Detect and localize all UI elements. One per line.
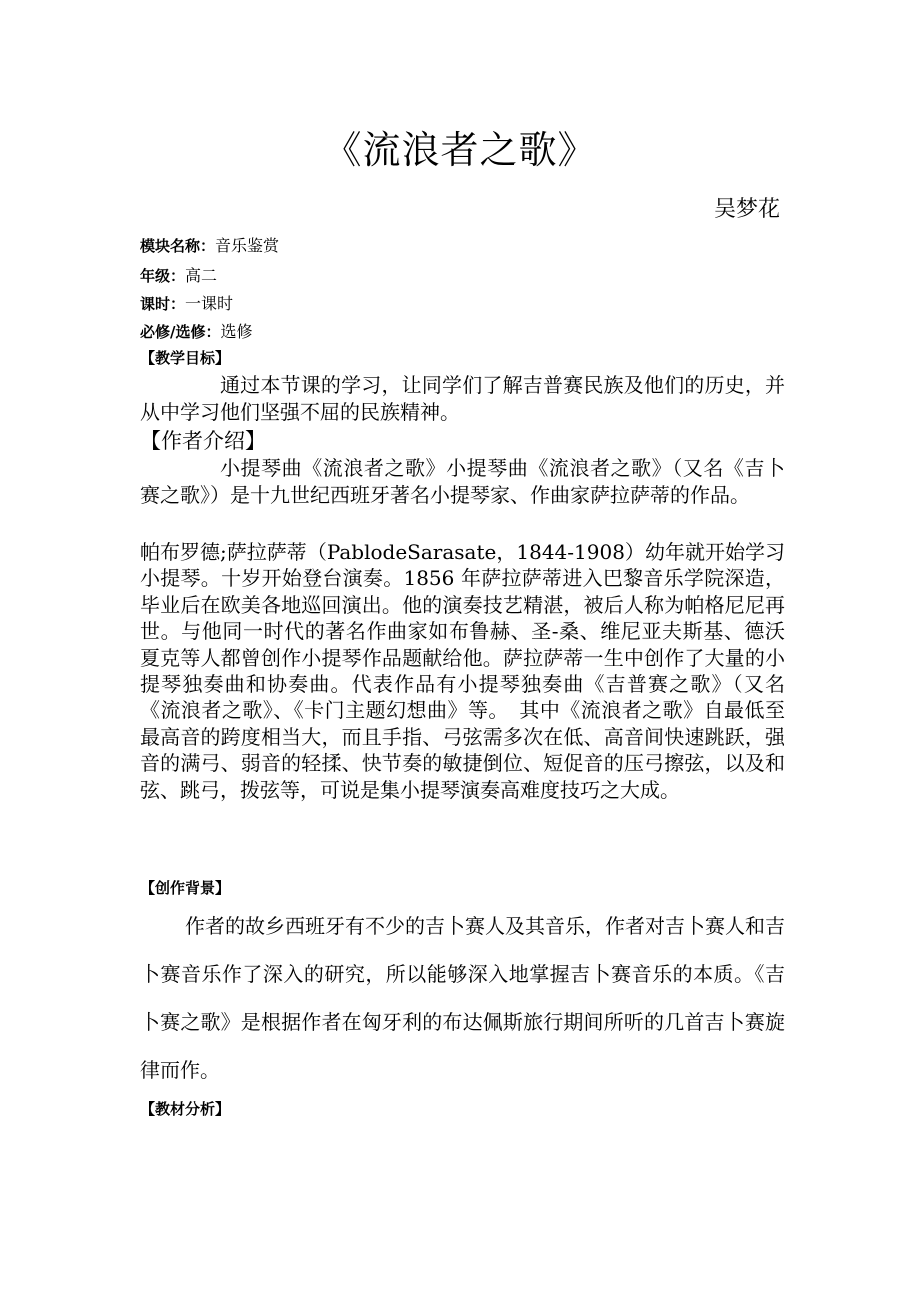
meta-label: 课时： bbox=[140, 295, 186, 313]
meta-label: 年级： bbox=[140, 267, 186, 285]
creation-background-text: 作者的故乡西班牙有不少的吉卜赛人及其音乐，作者对吉卜赛人和吉卜赛音乐作了深入的研究，所以能够深入地掌握吉卜赛音乐的本质。《吉卜赛之歌》是根据作者在匈牙利的布达佩斯旅行期间所听的几首吉卜赛旋律而作。 bbox=[140, 914, 785, 1082]
teaching-goal-text: 通过本节课的学习，让同学们了解吉普赛民族及他们的历史，并从中学习他们坚强不屈的民族精神。 bbox=[140, 373, 785, 424]
composer-intro-text: 小提琴曲《流浪者之歌》小提琴曲《流浪者之歌》（又名《吉卜赛之歌》）是十九世纪西班牙著名小提琴家、作曲家萨拉萨蒂的作品。 bbox=[140, 456, 785, 507]
meta-label: 模块名称： bbox=[140, 237, 216, 255]
document-title: 《流浪者之歌》 bbox=[323, 128, 597, 172]
meta-grade bbox=[140, 265, 217, 287]
heading-teaching-goal: 【教学目标】 bbox=[140, 349, 231, 367]
meta-value: 音乐鉴赏 bbox=[215, 236, 280, 255]
heading-material-analysis: 【教材分析】 bbox=[140, 1100, 231, 1118]
meta-required bbox=[140, 321, 253, 343]
meta-module bbox=[140, 235, 279, 257]
heading-creation-background: 【创作背景】 bbox=[140, 879, 231, 897]
meta-value: 选修 bbox=[220, 322, 253, 341]
author-name: 吴梦花 bbox=[713, 197, 780, 222]
meta-hours bbox=[140, 293, 233, 315]
meta-value: 高二 bbox=[185, 266, 218, 285]
meta-label: 必修/选修： bbox=[140, 323, 221, 341]
heading-composer-intro: 【作者介绍】 bbox=[140, 429, 266, 453]
meta-value: 一课时 bbox=[185, 294, 234, 313]
composer-bio-text: 帕布罗德;萨拉萨蒂（PablodeSarasate，1844-1908）幼年就开始学习小提琴。十岁开始登台演奏。1856 年萨拉萨蒂进入巴黎音乐学院深造，毕业后在欧美各地巡回演出。他的演奏技艺精湛，被后人称为帕格尼尼再世。与他同一时代的著名作曲家如布鲁赫、圣-桑、维尼亚夫斯基、德沃夏克等人都曾创作小提琴作品题献给他。萨拉萨蒂一生中创作了大量的小提琴独奏曲和协奏曲。代表作品有小提琴独奏曲《吉普赛之歌》（又名《流浪者之歌》、《卡门主题幻想曲》等。 其中《流浪者之歌》自最低至最高音的跨度相当大，而且手指、弓弦需多次在低、高音间快速跳跃，强音的满弓、弱音的轻揉、快节奏的敏捷倒位、短促音的压弓擦弦，以及和弦、跳弓，拨弦等，可说是集小提琴演奏高难度技巧之大成。 bbox=[140, 540, 785, 802]
